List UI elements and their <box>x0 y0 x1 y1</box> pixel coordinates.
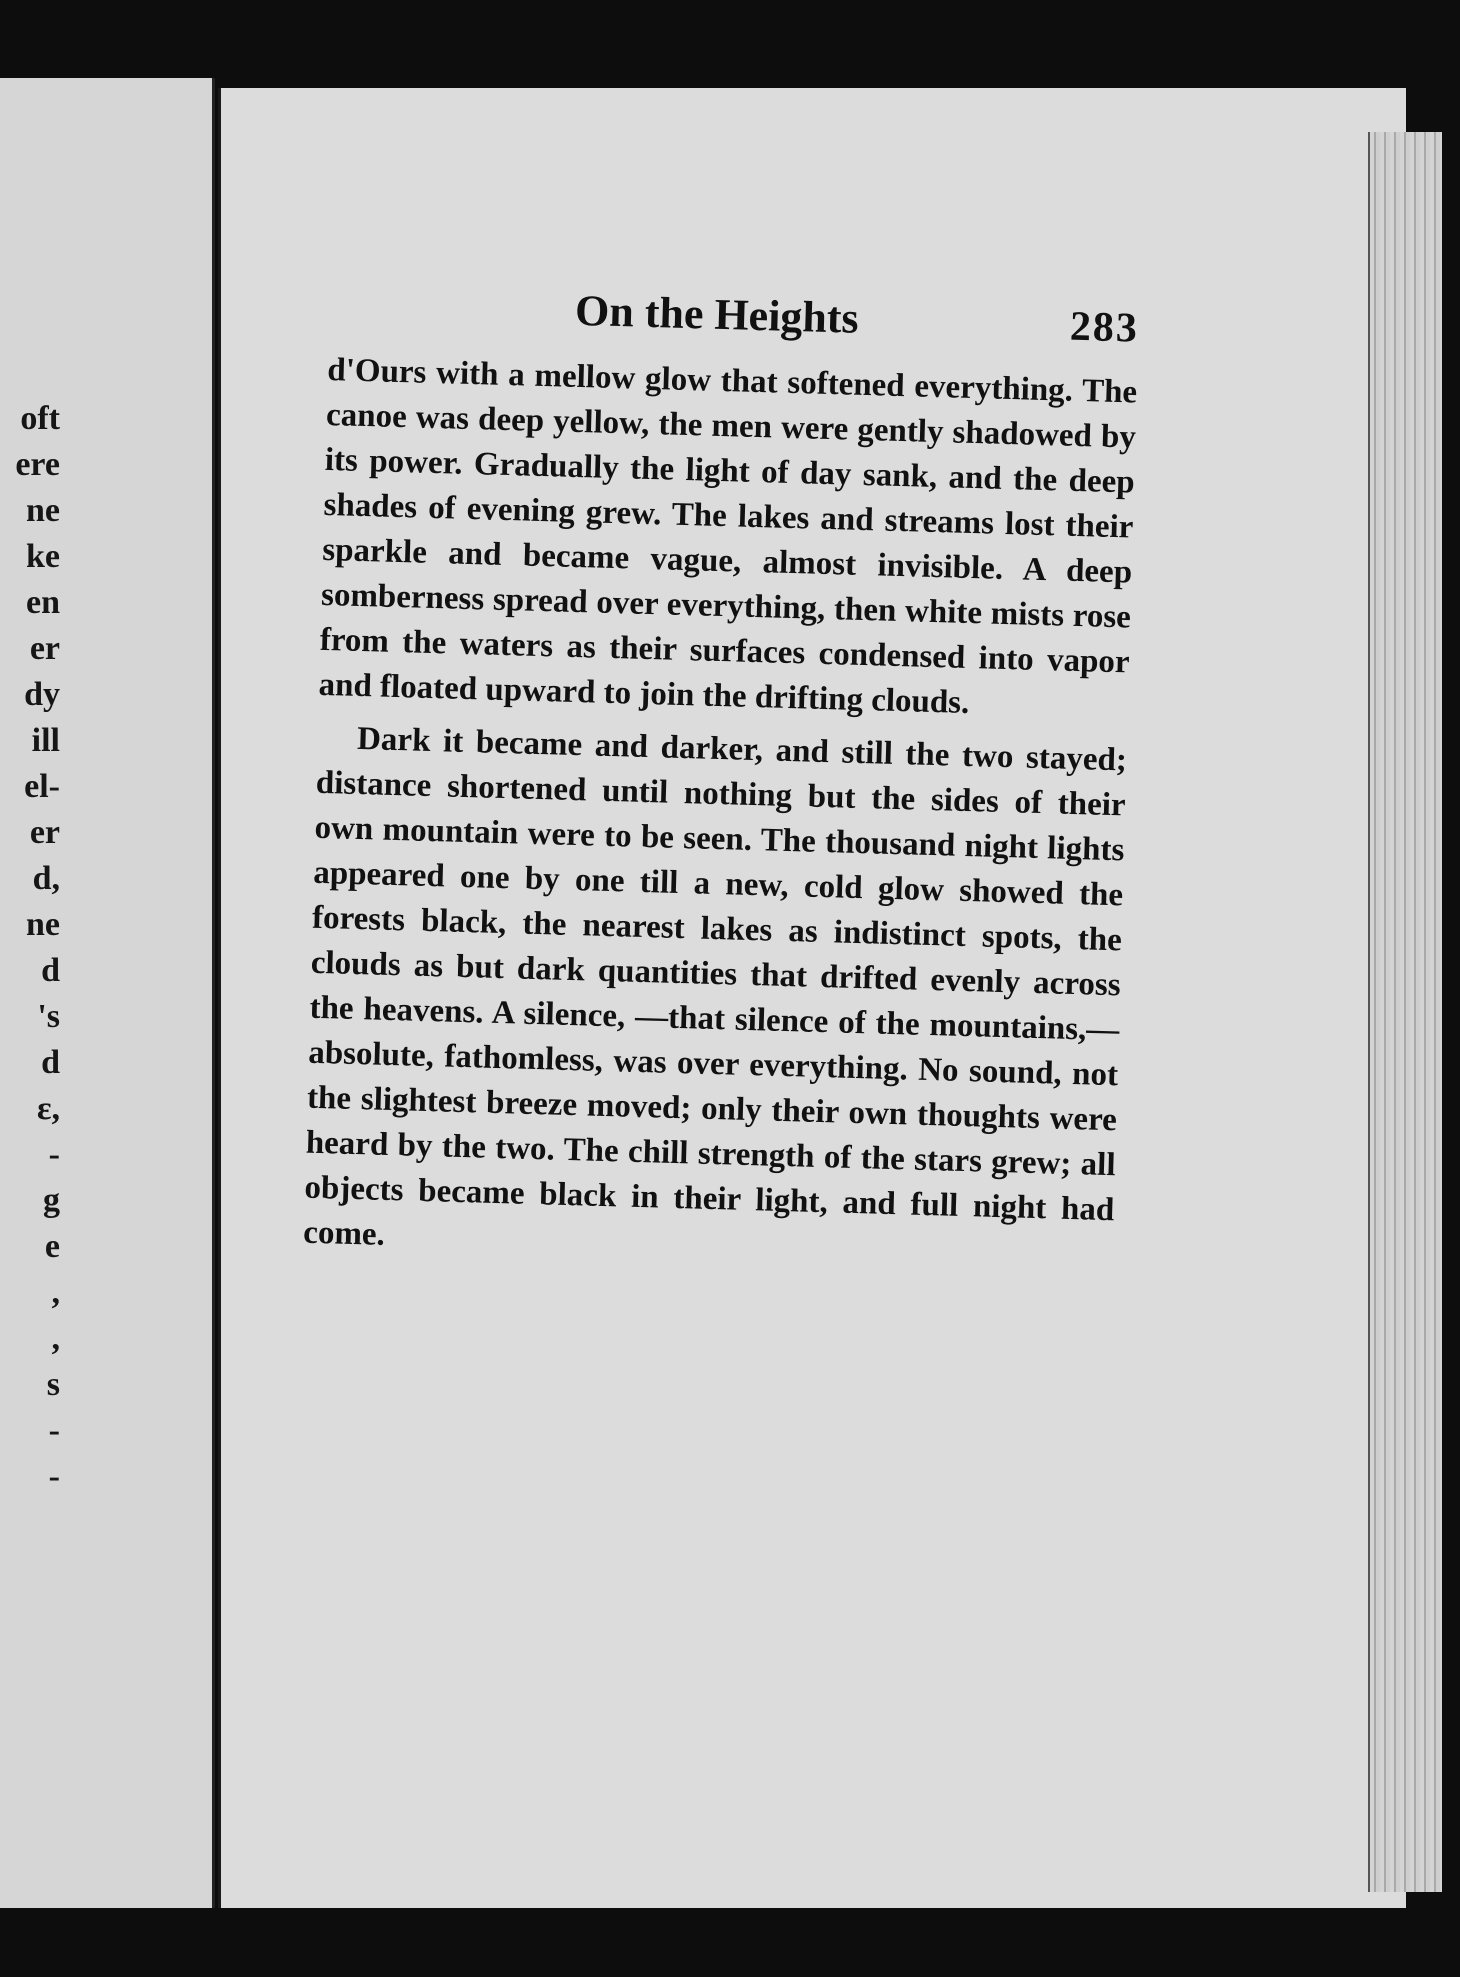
fragment-line: - <box>48 1136 60 1173</box>
fragment-line: ere <box>15 446 60 483</box>
fragment-line: dy <box>24 676 60 713</box>
fragment-line: oft <box>20 400 60 437</box>
fragment-line: el- <box>24 768 60 805</box>
fragment-line: , <box>51 1320 60 1357</box>
paragraph: Dark it became and darker, and still the two stayed; distance shortened until nothing but the sides of their own mountain were to be seen. The thousand night lights appeared one by one till a new, cold glow showed the forests black, the nearest lakes as indistinct spots, the clouds as but dark quantities that drifted evenly across the heavens. A silence, —that silence of the mountains,—absolute, fathomless, was over everything. No sound, not the slightest breeze moved; only their own thoughts were heard by the two. The chill strength of the stars grew; all objects became black in their light, and full night had come. <box>302 720 1128 1253</box>
fragment-line: ke <box>26 538 60 575</box>
page-number: 283 <box>1069 303 1140 352</box>
fragment-line: 's <box>37 998 60 1035</box>
running-title: On the Heights <box>574 285 860 343</box>
fragment-line: s <box>46 1366 60 1403</box>
fragment-line: d, <box>32 860 60 897</box>
previous-page-text-fragments <box>0 396 60 1500</box>
fragment-line: er <box>29 814 60 851</box>
fragment-line: er <box>29 630 60 667</box>
previous-page-edge <box>0 78 215 1908</box>
fragment-line: , <box>51 1274 60 1311</box>
page-content <box>303 278 1140 1278</box>
fragment-line: ne <box>26 492 60 529</box>
page-stack-edges <box>1368 132 1442 1892</box>
fragment-line: d <box>41 1044 60 1081</box>
fragment-line: - <box>48 1458 60 1495</box>
fragment-line: en <box>26 584 60 621</box>
paragraph-continued: d'Ours with a mellow glow that softened everything. The canoe was deep yellow, the men were gently shadowed by its power. Gradually the light of day sank, and the deep shades of evening grew. The lakes and streams lost their sparkle and became vague, almost invisible. A deep somberness spread over everything, then white mists rose from the waters as their surfaces condensed into vapor and floated upward to join the drifting clouds. <box>318 351 1138 722</box>
fragment-line: ill <box>31 722 60 759</box>
fragment-line: g <box>43 1182 60 1219</box>
fragment-line: ne <box>26 906 60 943</box>
fragment-line: e <box>44 1228 60 1265</box>
fragment-line: d <box>41 952 60 989</box>
fragment-line: - <box>48 1412 60 1449</box>
fragment-line: ε, <box>36 1090 60 1127</box>
